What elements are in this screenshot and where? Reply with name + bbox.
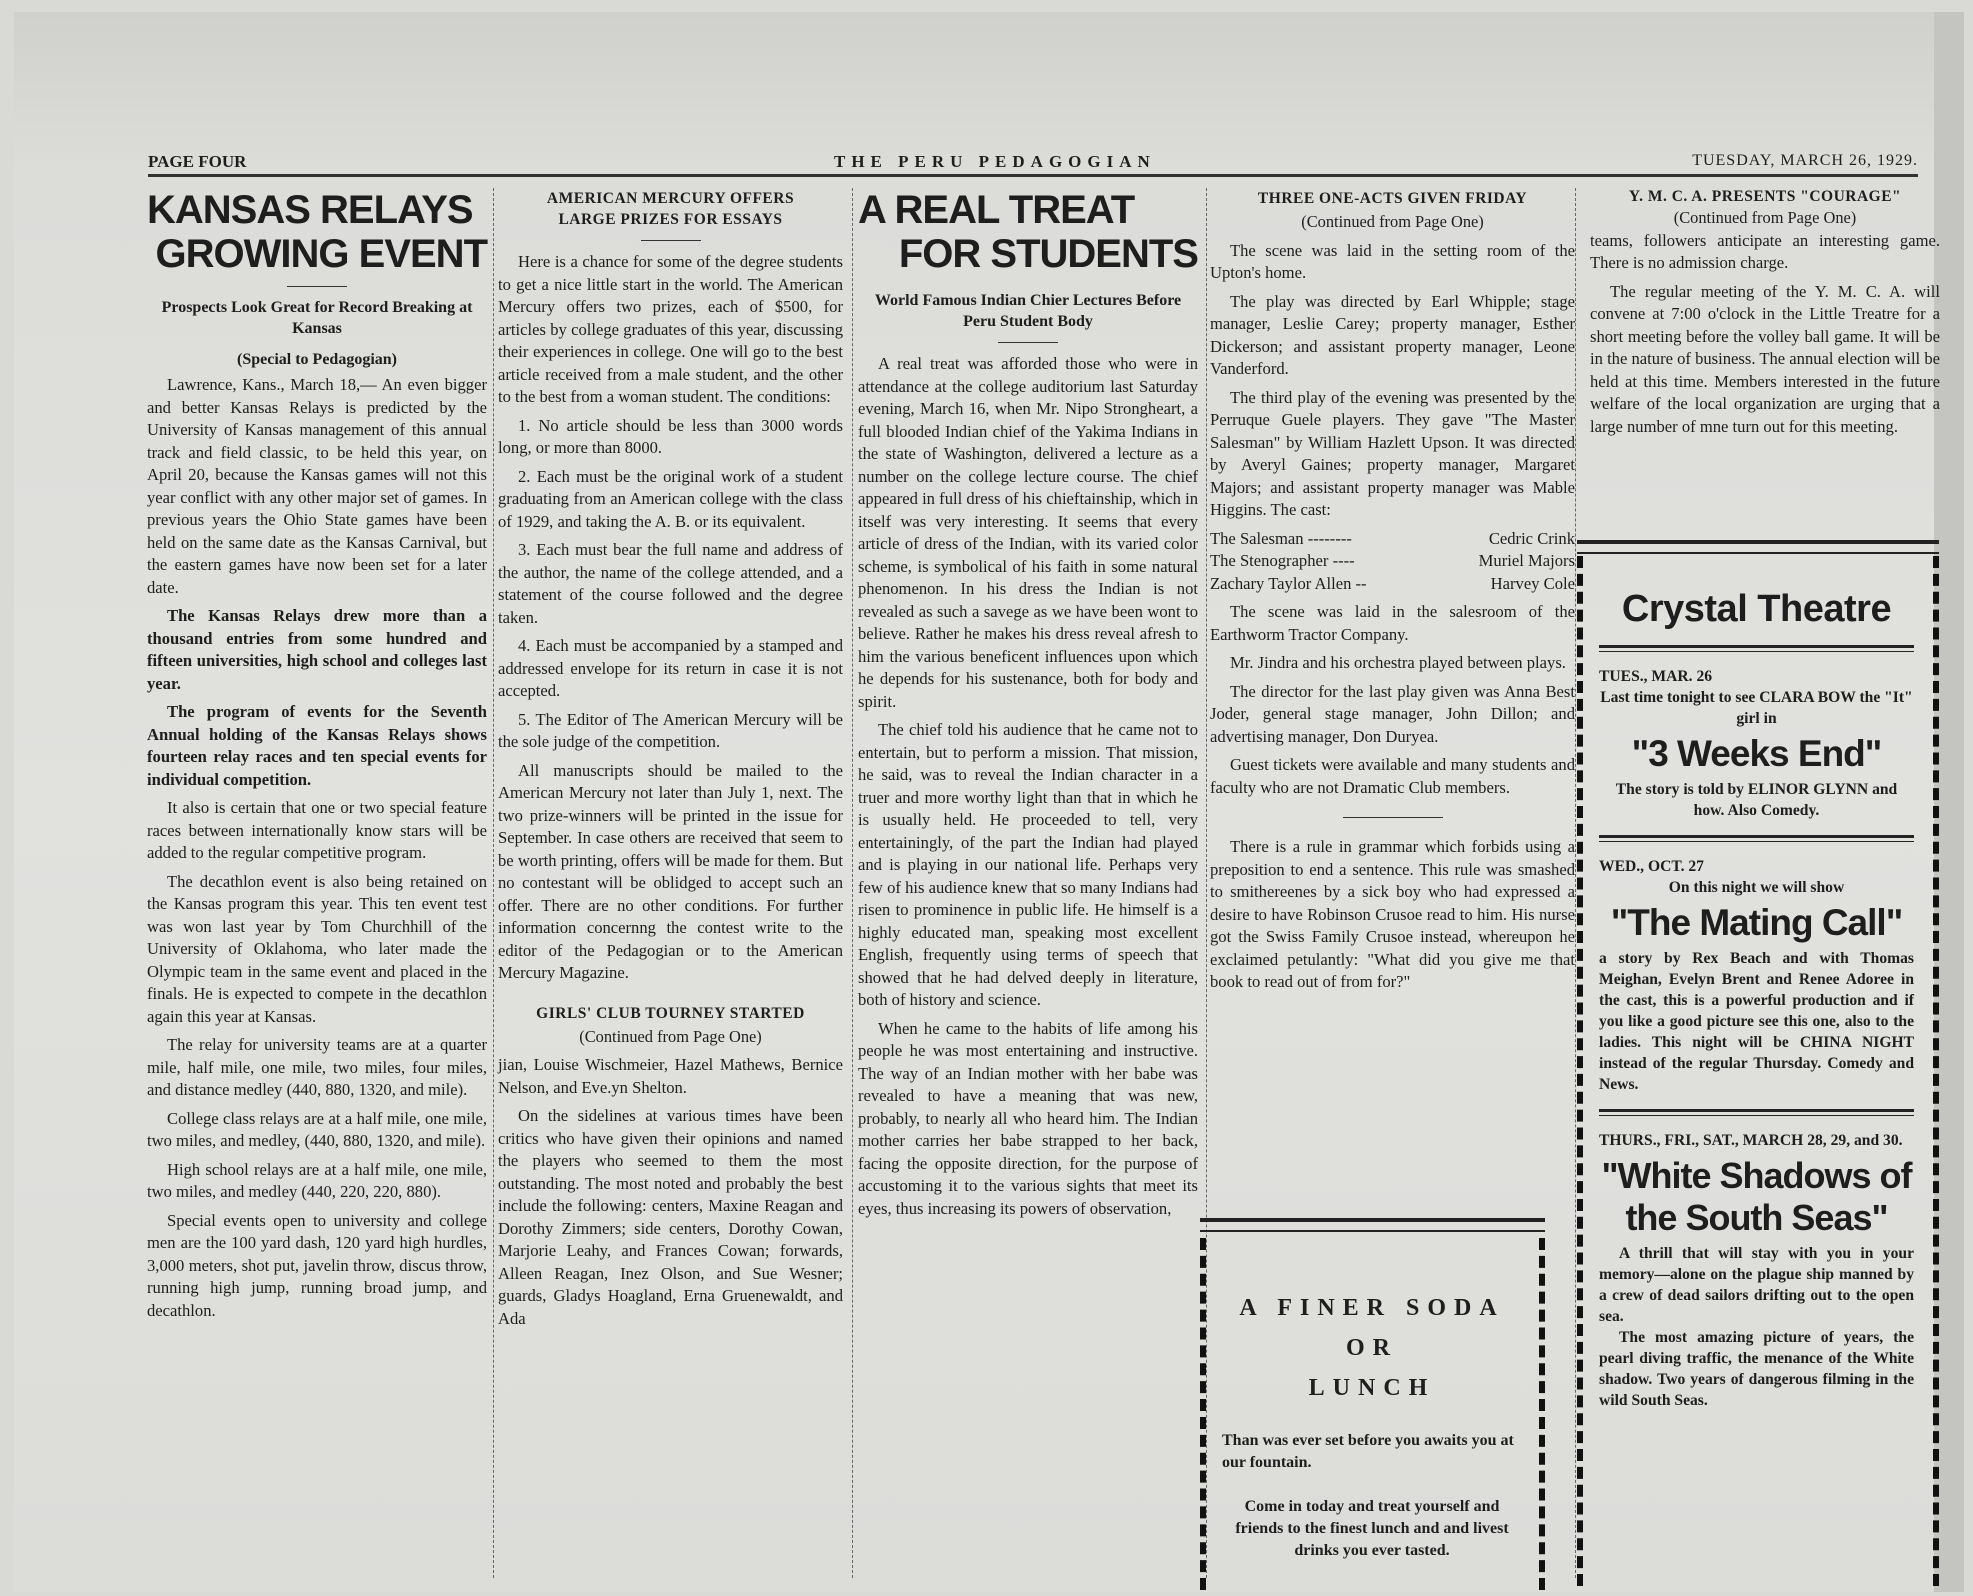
paragraph: Mr. Jindra and his orchestra played between plays. [1230, 653, 1566, 672]
tues-date: TUES., MAR. 26 [1599, 668, 1713, 685]
paragraph: 1. No article should be less than 3000 words long, or more than 8000. [498, 415, 843, 457]
cast-role: The Stenographer ---- [1210, 551, 1355, 570]
cast-role: Zachary Taylor Allen -- [1210, 573, 1367, 593]
header-rule [148, 174, 1918, 177]
cast-actor: Muriel Majors [1478, 551, 1575, 570]
headline-line1: KANSAS RELAYS [147, 188, 473, 232]
tues-text: Last time tonight to see CLARA BOW the "It" girl in [1600, 689, 1913, 727]
divider [1599, 835, 1914, 842]
paragraph: When he came to the habits of life among his people he was most entertaining and instructive. The way of an Indian mother with her babe was revealed to have a meaning that was new, probably, to nearly all who heard him. The Indian mother carries her babe strapped to her back, facing the opposite direction, for the purpose of accustoming it to the various sights that meet its eyes, thus increasing its powers of observation, [858, 1018, 1198, 1218]
tues-note: The story is told by ELINOR GLYNN and how. Also Comedy. [1615, 781, 1898, 819]
article-kansas-relays [147, 188, 487, 1328]
headline-line1: A REAL TREAT [858, 188, 1135, 232]
paragraph: The director for the last play given was Anna Best Joder, general stage manager, John Dillon; and advertising manager, Don Duryea. [1210, 681, 1575, 746]
continued-note: (Continued from Page One) [1301, 212, 1484, 231]
thurs-note2: The most amazing picture of years, the pearl diving traffic, the menance of the White shadow. Two years of dangerous filming in the wild South Seas. [1599, 1329, 1914, 1409]
theatre-ad-content [1599, 588, 1914, 1411]
divider [1599, 1109, 1914, 1116]
soda-line1: A FINER SODA [1239, 1295, 1505, 1321]
article-ymca [1590, 186, 1940, 444]
paragraph: On the sidelines at various times have been critics who have given their opinions and named the players who seemed to them the most outstanding. The most noted and probably the best include the following: centers, Maxine Reagan and Dorothy Zimmers; side centers, Dorothy Cowan, Marjorie Leahy, and Frances Cowan; forwards, Alleen Reagan, Inez Olson, and Sue Wesner; guards, Gladys Hoagland, Erna Gruenewaldt, and Ada [498, 1106, 843, 1328]
paragraph: The decathlon event is also being retained on the Kansas program this year. This ten event test was won last year by Tom Churchhill of the University of Oklahoma, who later made the Olympic team in the same event and placed in the finals. He is expected to compete in the decathlon again this year at Kansas. [147, 871, 487, 1026]
page-header [148, 152, 1918, 176]
headline-line2: LARGE PRIZES FOR ESSAYS [558, 211, 783, 228]
issue-date: TUESDAY, MARCH 26, 1929. [1692, 152, 1918, 169]
paragraph: 5. The Editor of The American Mercury will be the sole judge of the competition. [498, 709, 843, 751]
ad-top-rule [1577, 540, 1939, 554]
paragraph: The program of events for the Seventh Annual holding of the Kansas Relays shows fourteen relay races and ten special events for individual competition. [147, 702, 487, 789]
divider [998, 342, 1058, 343]
paragraph: It also is certain that one or two special feature races between internationally know stars will be added to the regular competitive program. [147, 798, 487, 862]
paragraph: Guest tickets were available and many students and faculty who are not Dramatic Club members. [1210, 755, 1575, 797]
soda-line3: LUNCH [1308, 1375, 1436, 1401]
headline-line1: AMERICAN MERCURY OFFERS [546, 190, 795, 207]
headline: Y. M. C. A. PRESENTS "COURAGE" [1628, 188, 1902, 205]
soda-ad-content [1222, 1288, 1522, 1562]
wed-date: WED., OCT. 27 [1599, 858, 1704, 875]
kicker: World Famous Indian Chier Lectures Before Peru Student Body [874, 292, 1182, 330]
headline-line2: GROWING EVENT [155, 232, 487, 276]
byline: (Special to Pedagogian) [237, 351, 397, 368]
filler-paragraph: There is a rule in grammar which forbids using a preposition to end a sentence. This rule was smashed to smithereenes by a sick boy who had expressed a desire to have Robinson Crusoe read to him. His nurse got the Swiss Family Crusoe instead, whereupon he exclaimed petulantly: "What did you give me that book to read out of from for?" [1210, 837, 1575, 991]
crystal-theatre-ad [1577, 540, 1939, 1590]
girls-club-headline: GIRLS' CLUB TOURNEY STARTED [536, 1004, 805, 1022]
article-american-mercury [498, 188, 843, 1336]
paragraph: High school relays are at a half mile, one mile, two miles, and medley (440, 220, 220, 880). [147, 1159, 487, 1201]
kicker: Prospects Look Great for Record Breaking at Kansas [161, 299, 473, 337]
thurs-note1: A thrill that will stay with you in your memory—alone on the plague ship manned by a crew of dead sailors drifting out to the open sea. [1599, 1245, 1914, 1325]
divider [1599, 645, 1914, 652]
paragraph: The chief told his audience that he came not to entertain, but to perform a mission. That mission, he said, was to reveal the Indian character in a truer and more worthy light than that in which he is usually held. He proceeded to tell, very entertainingly, of the part the Indian had played and is playing in our national life. Perhaps very few of his audience knew that so many Indians had risen to prominence in public life. He himself is a highly educated man, speaking most excellent English, frequently using terms of speech that showed that he had delved deeply in literature, both of history and science. [858, 720, 1198, 1009]
paper-name: THE PERU PEDAGOGIAN [834, 152, 1156, 171]
headline: THREE ONE-ACTS GIVEN FRIDAY [1257, 190, 1528, 207]
headline-line2: FOR STUDENTS [898, 232, 1198, 276]
paragraph: The relay for university teams are at a quarter mile, half mile, one mile, two miles, four miles, and distance medley (440, 880, 1320, and mile). [147, 1035, 487, 1099]
soda-text1: Than was ever set before you awaits you at our fountain. [1222, 1432, 1514, 1471]
paragraph: teams, followers anticipate an interesting game. There is no admission charge. [1590, 230, 1940, 272]
continued-note: (Continued from Page One) [1673, 208, 1857, 227]
continued-note: (Continued from Page One) [579, 1026, 762, 1046]
column-rule [1575, 188, 1576, 1578]
cast-row [1210, 550, 1575, 573]
paragraph: 4. Each must be accompanied by a stamped and addressed envelope for its return in case it is not accepted. [498, 636, 843, 700]
page-number: PAGE FOUR [148, 152, 247, 171]
movie-3-weeks-end: "3 Weeks End" [1631, 733, 1882, 774]
soda-line2: OR [1346, 1335, 1398, 1361]
divider [287, 286, 347, 287]
soda-text2: Come in today and treat yourself and friends to the finest lunch and and livest drinks you ever tasted. [1235, 1498, 1509, 1559]
column-rule [852, 188, 853, 1578]
paragraph: The scene was laid in the salesroom of the Earthworm Tractor Company. [1210, 602, 1575, 644]
thurs-date: THURS., FRI., SAT., MARCH 28, 29, and 30. [1599, 1132, 1903, 1149]
wed-note: a story by Rex Beach and with Thomas Meighan, Evelyn Brent and Renee Adoree in the cast, this is a powerful production and if you like a good picture see this one, also to the ladies. This night will be CHINA NIGHT instead of the regular Thursday. Comedy and News. [1599, 950, 1914, 1093]
cast-actor: Harvey Cole [1490, 573, 1575, 593]
paragraph: The third play of the evening was presented by the Perruque Guele players. They gave "The Master Salesman" by William Hazlett Upson. It was directed by Averyl Gaines; property manager, Margaret Majors; and assistant property manager was Mable Higgins. The cast: [1210, 387, 1575, 519]
theatre-name: Crystal Theatre [1621, 588, 1892, 630]
movie-white-shadows: "White Shadows of the South Seas" [1601, 1155, 1912, 1238]
paragraph: Lawrence, Kans., March 18,— An even bigger and better Kansas Relays is predicted by the University of Kansas management of this annual track and field classic, to be held this year, on April 20, because the Kansas games will not this year conflict with any other major set of games. In previous years the Ohio State games have been held on the same date as the Kansas Carnival, but the eastern games have now been set for a later date. [147, 375, 487, 597]
divider [1343, 817, 1443, 818]
cast-row [1210, 528, 1575, 551]
paragraph: College class relays are at a half mile, one mile, two miles, and medley, (440, 880, 1320, and mile). [147, 1108, 487, 1150]
article-one-acts [1210, 188, 1575, 1000]
movie-mating-call: "The Mating Call" [1610, 902, 1903, 943]
paragraph: jian, Louise Wischmeier, Hazel Mathews, Bernice Nelson, and Eve.yn Shelton. [498, 1055, 843, 1097]
paragraph: 2. Each must be the original work of a student graduating from an American college with the class of 1929, and taking the A. B. or its equivalent. [498, 466, 843, 531]
cast-row [1210, 573, 1575, 596]
paragraph: Here is a chance for some of the degree students to get a nice little start in the world. The American Mercury offers two prizes, each of $500, for articles by college graduates of this year, discussing their experiences in college. One will go to the best article received from a male student, and the other to the best from a woman student. The conditions: [498, 252, 843, 406]
article-real-treat [858, 188, 1198, 1226]
cast-role: The Salesman -------- [1210, 528, 1352, 548]
divider [641, 240, 701, 241]
paragraph: The scene was laid in the setting room of the Upton's home. [1210, 240, 1575, 282]
paragraph: The Kansas Relays drew more than a thousand entries from some hundred and fifteen universities, high school and colleges last year. [147, 606, 487, 693]
soda-ad [1200, 1218, 1545, 1590]
paragraph: All manuscripts should be mailed to the American Mercury not later than July 1, next. The two prize-winners will be printed in the issue for September. In case others are received that seem to be worth printing, offers will be made for them. But no contestant will be oblidged to accept such an offer. There are no other conditions. For further information concernng the contest write to the editor of the Pedagogian or to the American Mercury Magazine. [498, 760, 843, 982]
column-rule [493, 188, 494, 1578]
paragraph: Special events open to university and college men are the 100 yard dash, 120 yard high hurdles, 3,000 meters, shot put, javelin throw, discus throw, running high jump, running broad jump, and decathlon. [147, 1210, 487, 1320]
paragraph: The regular meeting of the Y. M. C. A. will convene at 7:00 o'clock in the Little Treatre for a short meeting before the volley ball game. It will be in the nature of business. The annual election will be held at this time. Members interested in the future welfare of the local organization are urging that a large number of mne turn out for this meeting. [1590, 281, 1940, 436]
paragraph: A real treat was afforded those who were in attendance at the college auditorium last Saturday evening, March 16, when Mr. Nipo Strongheart, a full blooded Indian chief of the Yakima Indians in the state of Washington, delivered a lecture as a number on the college lecture course. The chief appeared in full dress of his chieftainship, which in itself was very interesting. It seems that every article of dress of the Indian, with its varied color scheme, is symbolical of his faith in some natural phenomenon. In his dress the Indian is not revealed as such a savege as we have been wont to believe. Rather he makes his dress reveal afresh to him the various beneficent influences upon which he depends for his sustenance, both for body and spirit. [858, 354, 1198, 711]
paragraph: The play was directed by Earl Whipple; stage manager, Leslie Carey; property manager, Esther Dickerson; and assistant property manager, Leone Vanderford. [1210, 291, 1575, 378]
ad-top-rule [1200, 1218, 1545, 1232]
cast-actor: Cedric Crink [1488, 528, 1575, 548]
wed-text: On this night we will show [1668, 879, 1845, 896]
paragraph: 3. Each must bear the full name and address of the author, the name of the college attended, and a statement of the course followed and the degree taken. [498, 540, 843, 627]
